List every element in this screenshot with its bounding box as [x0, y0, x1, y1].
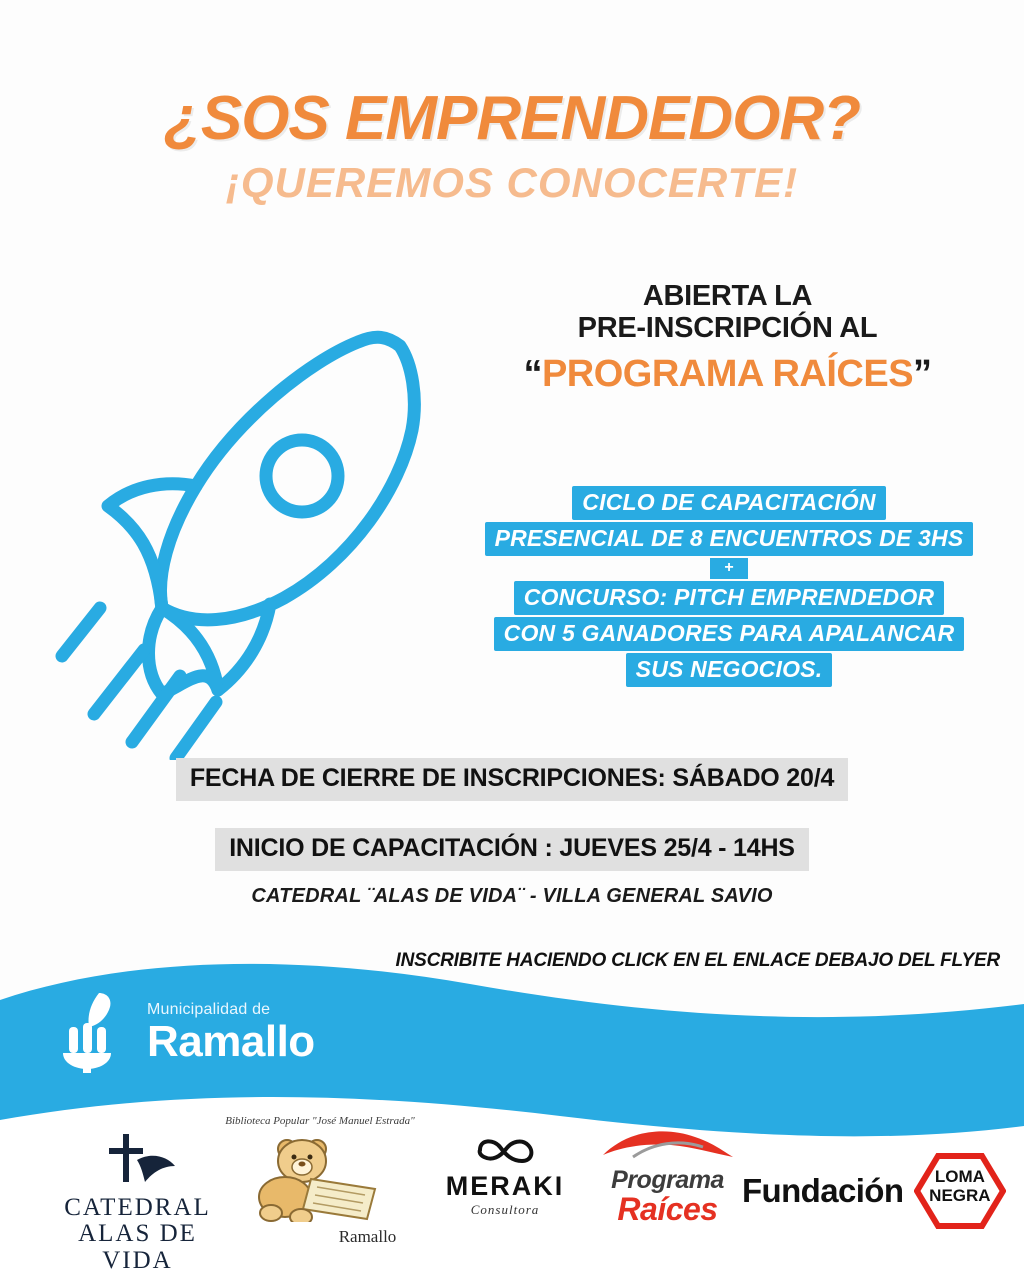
- start-date-row: [0, 828, 1024, 871]
- sponsor-meraki-sub: Consultora: [470, 1201, 540, 1217]
- start-date: INICIO DE CAPACITACIÓN : JUEVES 25/4 - 14HS: [215, 828, 809, 871]
- sponsor-meraki: [425, 1133, 585, 1218]
- venue-text: CATEDRAL ¨ALAS DE VIDA¨ - VILLA GENERAL SAVIO: [251, 885, 773, 907]
- loma-negra-line-1: LOMA: [934, 1167, 985, 1186]
- sponsor-fundacion-loma-negra: [742, 1153, 1012, 1229]
- sponsor-biblioteca-arc: Biblioteca Popular "José Manuel Estrada": [225, 1115, 415, 1127]
- announcement-block: [455, 280, 1000, 396]
- sponsor-meraki-name: MERAKI: [445, 1171, 565, 1201]
- ramallo-emblem-icon: [55, 987, 133, 1078]
- sponsor-raices-line-1: Programa: [611, 1166, 724, 1194]
- municipality-name: Ramallo: [147, 1016, 315, 1066]
- bear-reading-icon: [225, 1127, 415, 1222]
- sponsor-catedral-line-2: ALAS DE VIDA: [78, 1220, 197, 1274]
- raices-swoosh-icon: [593, 1127, 743, 1163]
- detail-plus: +: [710, 558, 747, 579]
- loma-negra-hexagon-icon: [914, 1153, 1006, 1229]
- dove-cross-icon: [93, 1130, 183, 1190]
- municipality-logo: [55, 985, 415, 1080]
- sponsor-strip: [0, 1115, 1024, 1274]
- detail-line-2: PRESENCIAL DE 8 ENCUENTROS DE 3HS: [485, 522, 974, 556]
- rocket-icon: [40, 290, 460, 760]
- cta-text: INSCRIBITE HACIENDO CLICK EN EL ENLACE DEBAJO DEL FLYER: [395, 950, 1000, 971]
- detail-line-1: CICLO DE CAPACITACIÓN: [572, 486, 885, 520]
- sponsor-programa-raices: [580, 1127, 755, 1225]
- program-name: PROGRAMA RAÍCES: [541, 352, 914, 395]
- municipality-small-label: Municipalidad de: [147, 1000, 271, 1018]
- closing-date: FECHA DE CIERRE DE INSCRIPCIONES: SÁBADO 20/4: [176, 758, 848, 801]
- closing-date-row: [0, 758, 1024, 801]
- meraki-infinity-icon: [470, 1133, 540, 1167]
- sponsor-biblioteca: [215, 1115, 425, 1247]
- loma-negra-line-2: NEGRA: [929, 1186, 991, 1206]
- announcement-line-2: PRE-INSCRIPCIÓN AL: [577, 312, 878, 345]
- sponsor-fundacion-word: Fundación: [742, 1172, 904, 1209]
- page-title: ¿SOS EMPRENDEDOR?: [163, 84, 861, 153]
- headline-subtitle: ¡QUEREMOS CONOCERTE!: [225, 159, 799, 206]
- sponsor-biblioteca-foot: Ramallo: [338, 1227, 397, 1246]
- announcement-line-1: ABIERTA LA: [642, 280, 813, 312]
- details-block: [455, 485, 1003, 688]
- headline-block: [0, 84, 1024, 206]
- sponsor-catedral-line-1: CATEDRAL: [64, 1194, 211, 1221]
- quote-close: ”: [913, 352, 932, 395]
- detail-line-4: CON 5 GANADORES PARA APALANCAR: [494, 617, 965, 651]
- sponsor-raices-line-2: Raíces: [617, 1191, 718, 1227]
- detail-line-5: SUS NEGOCIOS.: [626, 653, 833, 687]
- detail-line-3: CONCURSO: PITCH EMPRENDEDOR: [514, 581, 944, 615]
- program-name-row: [455, 353, 1000, 396]
- quote-open: “: [523, 352, 542, 395]
- municipality-text: [147, 1002, 315, 1064]
- loma-negra-text: [914, 1167, 1006, 1205]
- sponsor-catedral: [40, 1130, 235, 1274]
